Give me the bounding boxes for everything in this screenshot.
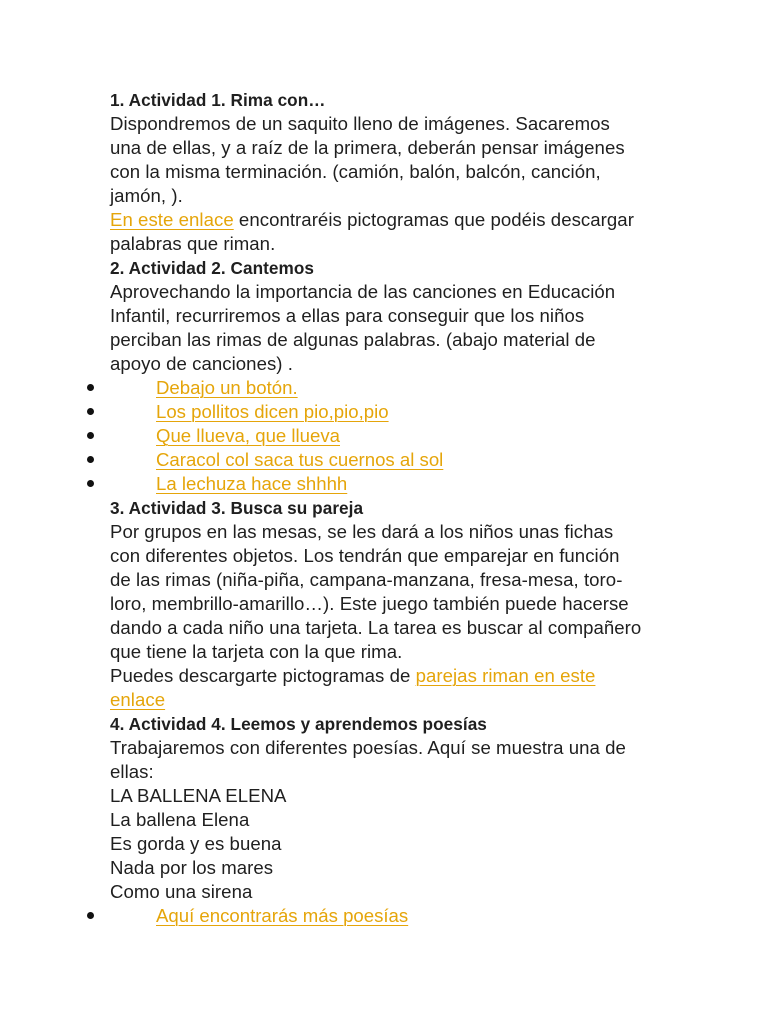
poem-line: La ballena Elena [110, 809, 250, 830]
activity-1-heading: 1. Actividad 1. Rima con… [110, 90, 326, 110]
activity-3-text-line: de las rimas (niña-piña, campana-manzana, fresa-mesa, toro- [110, 569, 623, 590]
activity-2-text-line: Infantil, recurriremos a ellas para conseguir que los niños [110, 305, 585, 326]
rhyming-pairs-link[interactable]: parejas riman en este [415, 665, 596, 686]
song-link-debajo-un-boton[interactable]: Debajo un botón. [156, 377, 298, 398]
activity-3-download-line [110, 688, 165, 712]
activity-1-text-line: Dispondremos de un saquito lleno de imágenes. Sacaremos [110, 113, 610, 134]
activity-1-text-line: jamón, ). [110, 185, 183, 206]
activity-2-text-line: perciban las rimas de algunas palabras. (abajo material de [110, 329, 596, 350]
poem-line: Es gorda y es buena [110, 833, 282, 854]
download-leading-text: Puedes descargarte pictogramas de [110, 665, 416, 686]
activity-4-text-line: Trabajaremos con diferentes poesías. Aquí se muestra una de [110, 737, 626, 758]
poem-title: LA BALLENA ELENA [110, 785, 287, 806]
song-link-los-pollitos[interactable]: Los pollitos dicen pio,pio,pio [156, 401, 389, 422]
activity-3-text-line: dando a cada niño una tarjeta. La tarea es buscar al compañero [110, 617, 642, 638]
bullet-icon [87, 480, 94, 487]
activity-2-heading: 2. Actividad 2. Cantemos [110, 258, 315, 278]
poem-line: Nada por los mares [110, 857, 274, 878]
activity-3-download-line [110, 664, 595, 688]
song-list-item [0, 376, 768, 400]
activity-3-heading: 3. Actividad 3. Busca su pareja [110, 498, 364, 518]
song-link-caracol[interactable]: Caracol col saca tus cuernos al sol [156, 449, 444, 470]
activity-1-text-line: palabras que riman. [110, 233, 276, 254]
activity-3-text-line: loro, membrillo-amarillo…). Este juego también puede hacerse [110, 593, 629, 614]
more-poems-list-item [0, 904, 768, 928]
activity-3-text-line: que tiene la tarjeta con la que rima. [110, 641, 403, 662]
rhyme-pictograms-link[interactable]: En este enlace [110, 209, 234, 230]
song-list-item [0, 472, 768, 496]
link-trailing-text: encontraréis pictogramas que podéis descargar [233, 209, 634, 230]
more-poems-link[interactable]: Aquí encontrarás más poesías [156, 905, 409, 926]
bullet-icon [87, 384, 94, 391]
song-list-item [0, 424, 768, 448]
rhyming-pairs-link-continued[interactable]: enlace [110, 689, 166, 710]
song-link-que-llueva[interactable]: Que llueva, que llueva [156, 425, 340, 446]
activity-1-text-line: una de ellas, y a raíz de la primera, deberán pensar imágenes [110, 137, 625, 158]
poem-line: Como una sirena [110, 881, 253, 902]
activity-1-link-line [110, 208, 634, 232]
song-list-item [0, 400, 768, 424]
bullet-icon [87, 408, 94, 415]
activity-1-text-line: con la misma terminación. (camión, balón, balcón, canción, [110, 161, 601, 182]
song-list-item [0, 448, 768, 472]
activity-3-text-line: Por grupos en las mesas, se les dará a los niños unas fichas [110, 521, 614, 542]
activity-3-text-line: con diferentes objetos. Los tendrán que emparejar en función [110, 545, 620, 566]
activity-2-text-line: Aprovechando la importancia de las canciones en Educación [110, 281, 616, 302]
bullet-icon [87, 456, 94, 463]
activity-2-text-line: apoyo de canciones) . [110, 353, 293, 374]
bullet-icon [87, 432, 94, 439]
activity-4-heading: 4. Actividad 4. Leemos y aprendemos poesías [110, 714, 487, 734]
song-link-la-lechuza[interactable]: La lechuza hace shhhh [156, 473, 348, 494]
bullet-icon [87, 912, 94, 919]
activity-4-text-line: ellas: [110, 761, 154, 782]
